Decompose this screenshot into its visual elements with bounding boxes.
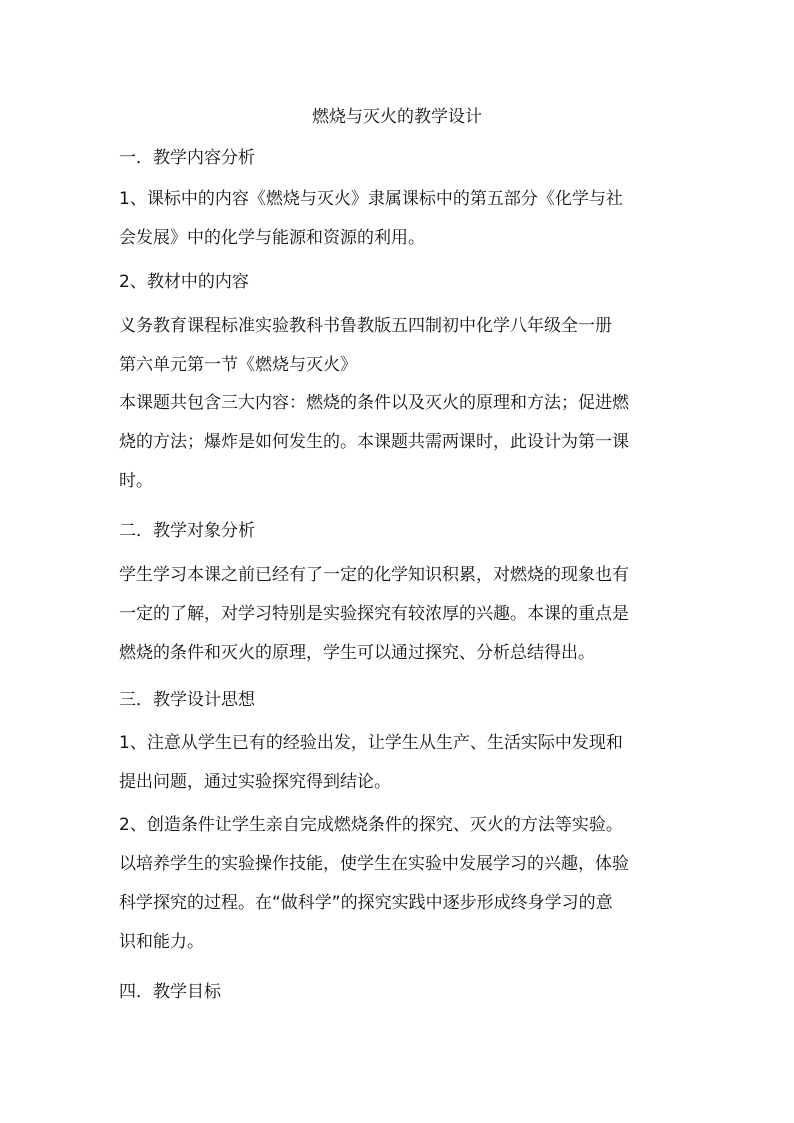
text-line: 一定的了解，对学习特别是实验探究有较浓厚的兴趣。本课的重点是 bbox=[119, 604, 629, 624]
text-line: 提出问题，通过实验探究得到结论。 bbox=[119, 772, 391, 792]
text-line: 燃烧的条件和灭火的原理，学生可以通过探究、分析总结得出。 bbox=[119, 643, 595, 663]
heading-student-analysis bbox=[119, 512, 689, 551]
text-line: 时。 bbox=[119, 471, 153, 491]
text-line: 义务教育课程标准实验教科书鲁教版五四制初中化学八年级全一册 bbox=[119, 316, 612, 336]
text-line: 一．教学内容分析 bbox=[119, 148, 255, 168]
text-line: 2、创造条件让学生亲自完成燃烧条件的探究、灭火的方法等实验。 bbox=[119, 815, 623, 835]
heading-content-analysis bbox=[119, 139, 689, 178]
paragraph-student-analysis bbox=[119, 556, 689, 673]
text-line: 四．教学目标 bbox=[119, 982, 221, 1002]
paragraph-topic-content bbox=[119, 384, 689, 501]
text-line: 二．教学对象分析 bbox=[119, 521, 255, 541]
text-line: 1、课标中的内容《燃烧与灭火》隶属课标中的第五部分《化学与社 bbox=[119, 189, 623, 209]
text-line: 科学探究的过程。在“做科学”的探究实践中逐步形成终身学习的意 bbox=[119, 893, 613, 913]
paragraph-design-idea-1 bbox=[119, 724, 689, 802]
text-line: 本课题共包含三大内容：燃烧的条件以及灭火的原理和方法；促进燃 bbox=[119, 393, 629, 413]
heading-design-ideas bbox=[119, 681, 689, 720]
text-line: 2、教材中的内容 bbox=[119, 272, 249, 292]
text-line: 1、注意从学生已有的经验出发，让学生从生产、生活实际中发现和 bbox=[119, 733, 623, 753]
paragraph-textbook-content bbox=[119, 263, 689, 302]
text-line: 识和能力。 bbox=[119, 932, 204, 952]
text-line: 以培养学生的实验操作技能，使学生在实验中发展学习的兴趣，体验 bbox=[119, 854, 629, 874]
paragraph-textbook-edition bbox=[119, 307, 689, 385]
text-line: 烧的方法；爆炸是如何发生的。本课题共需两课时，此设计为第一课 bbox=[119, 432, 629, 452]
paragraph-curriculum-content bbox=[119, 180, 689, 258]
text-line: 会发展》中的化学与能源和资源的利用。 bbox=[119, 228, 425, 248]
text-line: 三．教学设计思想 bbox=[119, 690, 255, 710]
heading-teaching-goals bbox=[119, 973, 689, 1012]
text-line: 第六单元第一节《燃烧与灭火》 bbox=[119, 355, 357, 375]
paragraph-design-idea-2 bbox=[119, 806, 689, 962]
document-title: 燃烧与灭火的教学设计 bbox=[312, 107, 482, 127]
text-line: 学生学习本课之前已经有了一定的化学知识积累，对燃烧的现象也有 bbox=[119, 565, 629, 585]
